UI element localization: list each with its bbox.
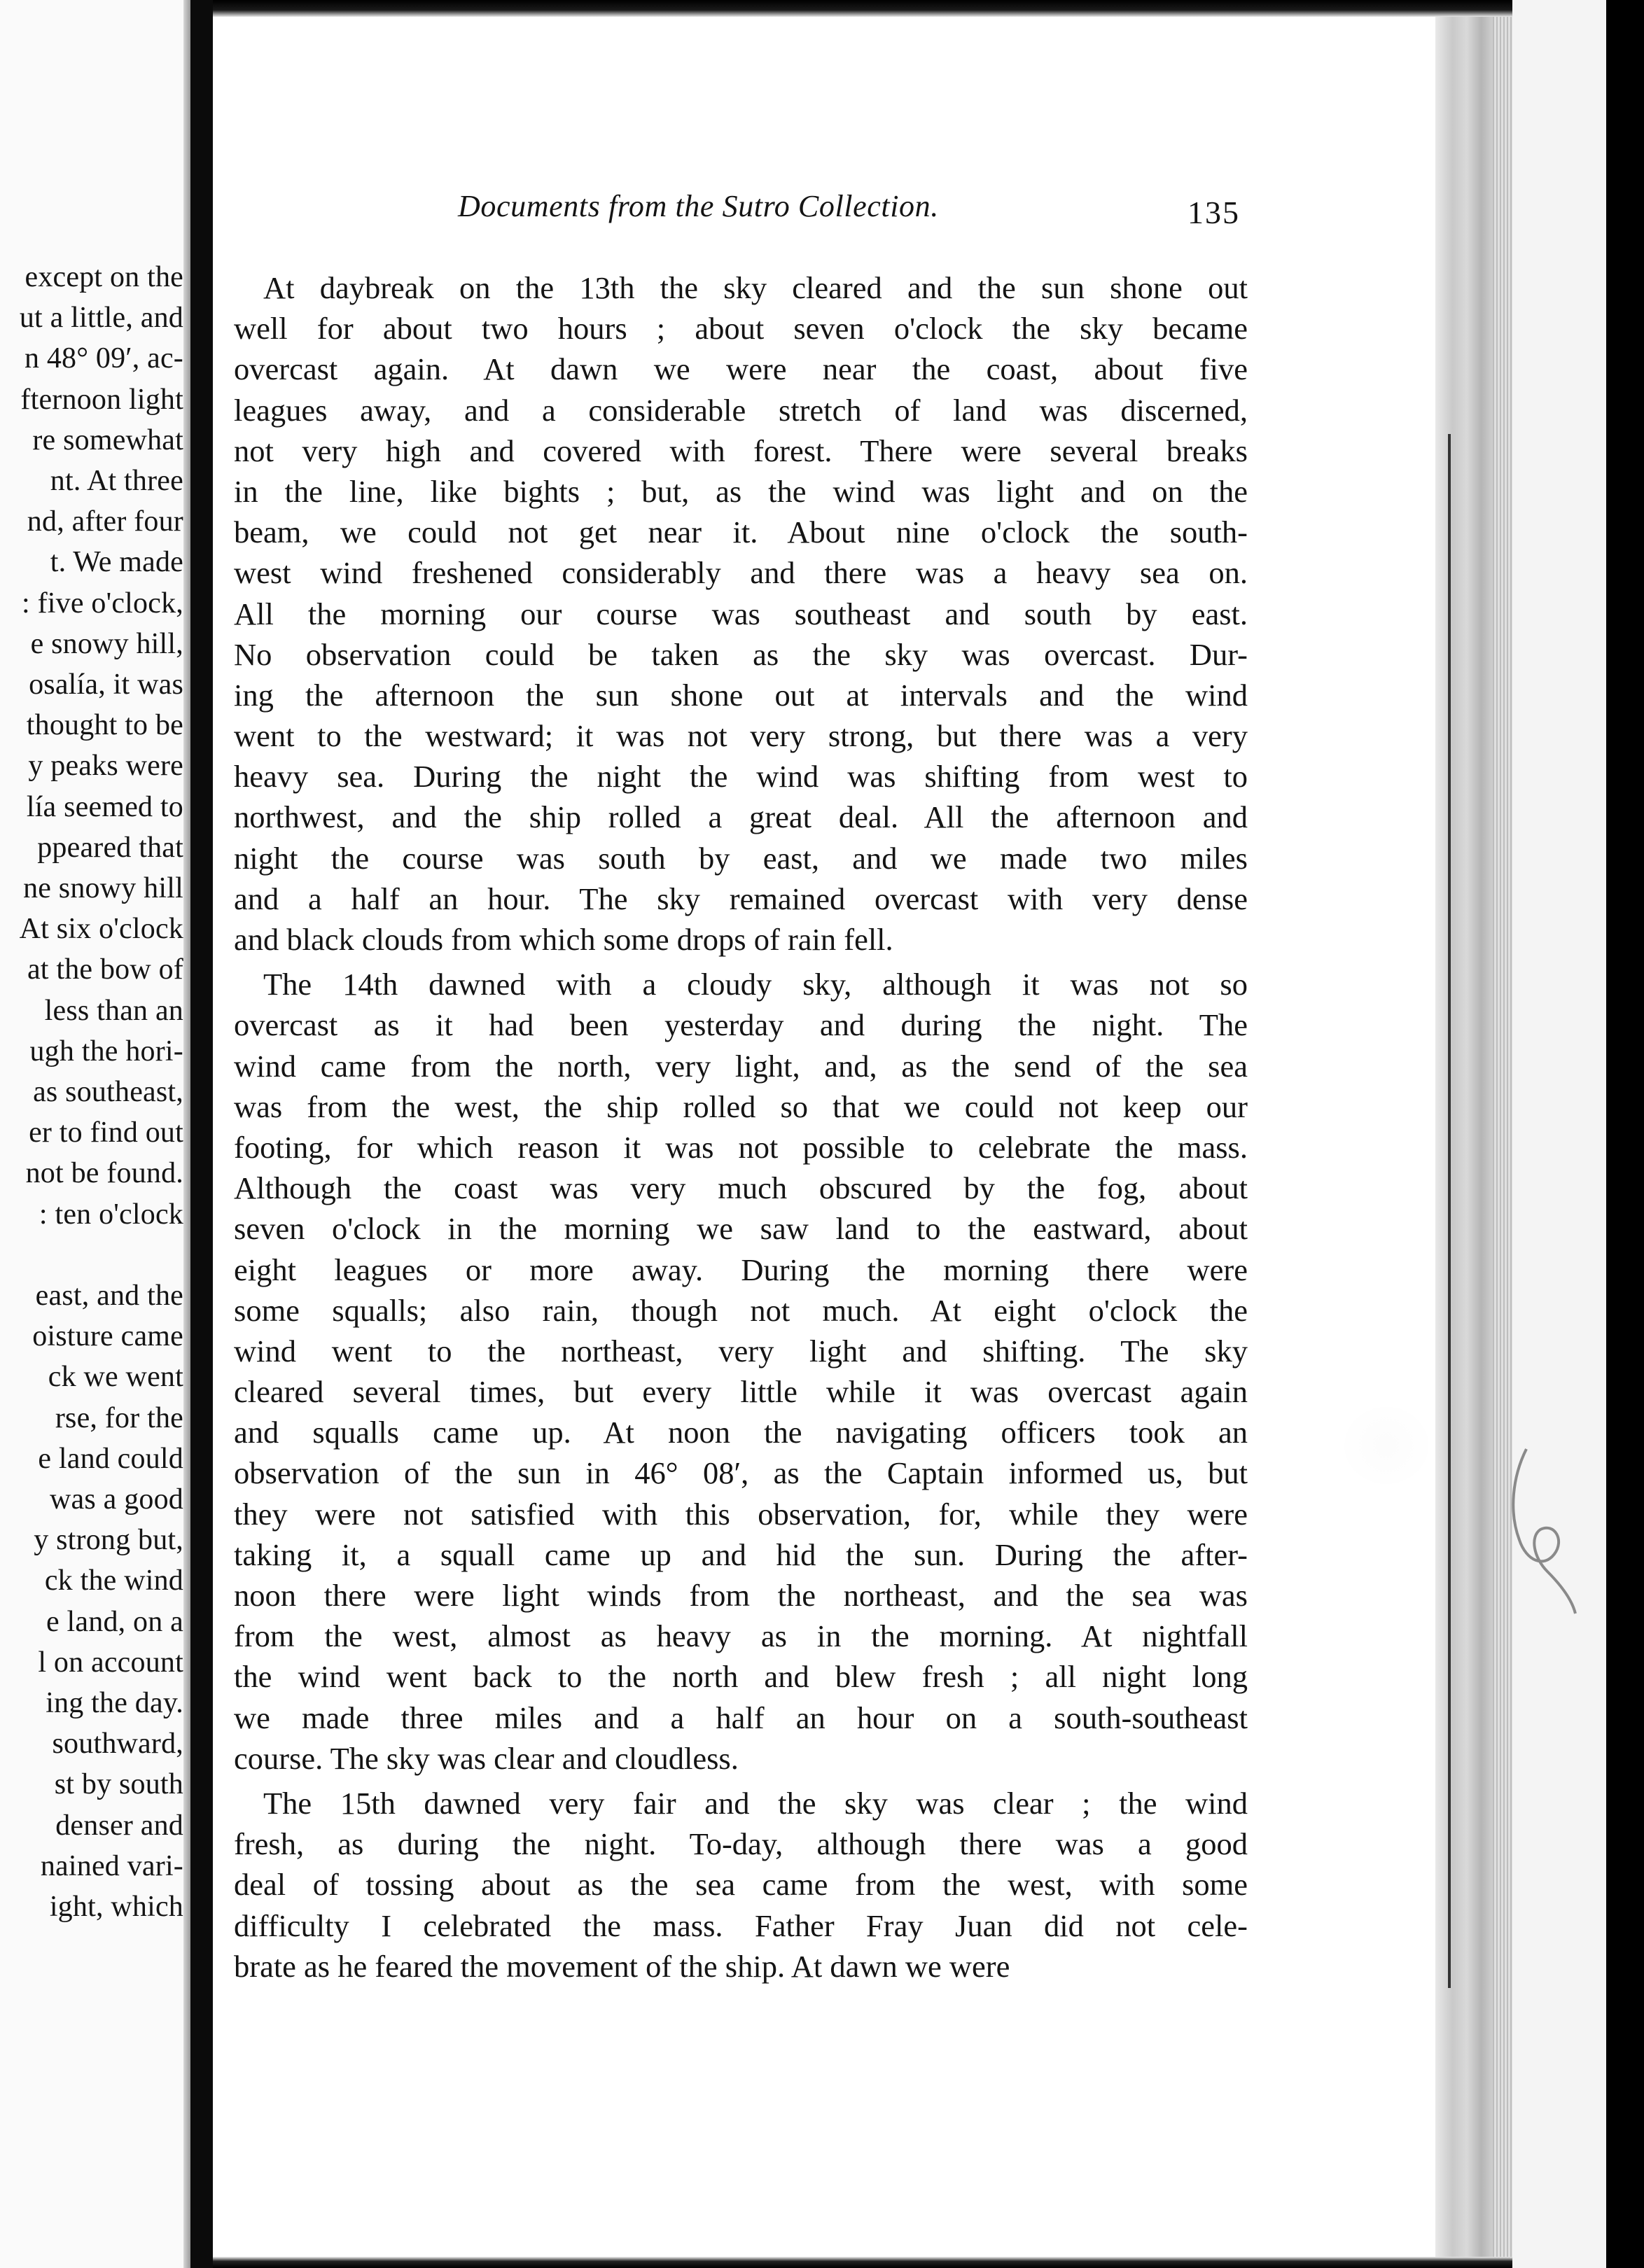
facing-page-line: as southeast, <box>33 1076 183 1108</box>
text-line: cleared several times, but every little while it was overcast again <box>234 1374 1248 1410</box>
page-number: 135 <box>1187 195 1240 230</box>
text-line: noon there were light winds from the northeast, and the sea was <box>234 1578 1248 1613</box>
text-line: course. The sky was clear and cloudless. <box>234 1740 739 1776</box>
text-line: and a half an hour. The sky remained overcast with very dense <box>234 881 1248 916</box>
facing-page-line: thought to be <box>26 709 183 742</box>
facing-page-line: nained vari- <box>40 1849 183 1882</box>
facing-page-line: fternoon light <box>20 383 183 416</box>
facing-page-line: ing the day. <box>46 1687 183 1719</box>
text-line: well for about two hours ; about seven o'clock the sky became <box>234 311 1248 346</box>
text-line: beam, we could not get near it. About nine o'clock the south- <box>234 514 1248 550</box>
text-line: wind went to the northeast, very light and shifting. The sky <box>234 1333 1248 1368</box>
text-line: taking it, a squall came up and hid the sun. During the after- <box>234 1536 1248 1572</box>
facing-page-line: ck the wind <box>44 1564 183 1597</box>
text-line: seven o'clock in the morning we saw land to the eastward, about <box>234 1211 1248 1247</box>
facing-page-line: oisture came <box>32 1320 183 1353</box>
text-line: footing, for which reason it was not possible to celebrate the mass. <box>234 1129 1248 1165</box>
text-line: night the course was south by east, and we made two miles <box>234 840 1248 876</box>
text-line: we made three miles and a half an hour on a south-southeast <box>234 1700 1248 1735</box>
pencil-scrawl-mark <box>1505 1435 1582 1617</box>
facing-page-line: e land, on a <box>46 1605 183 1638</box>
page-block-edge <box>1435 17 1493 2257</box>
text-line: in the line, like bights ; but, as the wind was light and on the <box>234 473 1248 509</box>
facing-page-line: was a good <box>50 1483 183 1516</box>
facing-page-line: lía seemed to <box>26 790 183 823</box>
facing-page-line: ugh the hori- <box>29 1035 183 1068</box>
facing-page-line: at the bow of <box>27 953 183 986</box>
text-line: brate as he feared the movement of the ship. At dawn we were <box>234 1948 1010 1984</box>
facing-page-line: y peaks were <box>28 750 183 783</box>
facing-page-line: l on account <box>38 1646 183 1679</box>
gutter-shadow <box>183 0 190 2268</box>
facing-page-line: rse, for the <box>55 1401 183 1434</box>
facing-page-line: : ten o'clock <box>39 1198 183 1231</box>
text-line: The 15th dawned very fair and the sky was clear ; the wind <box>263 1785 1248 1821</box>
text-line: and black clouds from which some drops of rain fell. <box>234 922 893 957</box>
text-line: heavy sea. During the night the wind was shifting from west to <box>234 759 1248 794</box>
facing-page-line: ight, which <box>49 1891 183 1923</box>
text-line: they were not satisfied with this observation, for, while they were <box>234 1496 1248 1532</box>
text-line: deal of tossing about as the sea came from the west, with some <box>234 1867 1248 1903</box>
facing-page-line: ne snowy hill <box>23 872 183 904</box>
text-line: overcast again. At dawn we were near the coast, about five <box>234 351 1248 387</box>
text-line: west wind freshened considerably and there was a heavy sea on. <box>234 555 1248 591</box>
main-page <box>213 17 1435 2257</box>
text-line: went to the westward; it was not very strong, but there was a very <box>234 718 1248 754</box>
text-line: No observation could be taken as the sky was overcast. Dur- <box>234 636 1248 672</box>
outer-margin <box>1512 0 1606 2268</box>
text-line: overcast as it had been yesterday and during the night. The <box>234 1007 1248 1043</box>
page-block-line <box>1448 434 1451 1988</box>
facing-page-line: except on the <box>25 261 183 293</box>
facing-page-line: er to find out <box>29 1116 183 1149</box>
facing-page-line: e land could <box>38 1442 183 1475</box>
facing-page-line: ppeared that <box>37 831 183 864</box>
paragraph <box>234 964 1248 1779</box>
facing-page-line: t. We made <box>50 546 183 579</box>
paragraph <box>234 1783 1248 1987</box>
text-line: At daybreak on the 13th the sky cleared and the sun shone out <box>263 270 1248 305</box>
facing-page-line: y strong but, <box>34 1524 183 1557</box>
facing-page-line: n 48° 09′, ac- <box>24 342 183 375</box>
paragraph <box>234 267 1248 960</box>
stacked-page-edges <box>1493 17 1512 2257</box>
facing-page-line: st by south <box>54 1768 183 1801</box>
facing-page-line: : five o'clock, <box>22 587 183 620</box>
facing-page-line: e snowy hill, <box>30 627 183 660</box>
text-line: difficulty I celebrated the mass. Father Fray Juan did not cele- <box>234 1907 1248 1943</box>
facing-page-line: osalía, it was <box>29 668 183 701</box>
paper-blemish <box>252 108 280 143</box>
running-head <box>213 188 1435 230</box>
bottom-page-edge <box>213 2257 1606 2268</box>
facing-page-line: ck we went <box>48 1361 183 1394</box>
scan-border <box>1606 0 1644 2268</box>
text-line: observation of the sun in 46° 08′, as the Captain informed us, but <box>234 1455 1248 1491</box>
facing-page-line: ut a little, and <box>19 302 183 335</box>
text-line: the wind went back to the north and blew fresh ; all night long <box>234 1659 1248 1695</box>
text-line: fresh, as during the night. To-day, although there was a good <box>234 1826 1248 1862</box>
facing-page-line: denser and <box>55 1809 183 1842</box>
body-text <box>234 267 1248 1987</box>
book-spine <box>190 0 213 2268</box>
facing-page-line: east, and the <box>35 1280 183 1312</box>
facing-page-line: not be found. <box>25 1157 183 1190</box>
text-line: The 14th dawned with a cloudy sky, although it was not so <box>263 967 1248 1002</box>
facing-page-line: less than an <box>44 994 183 1027</box>
facing-page-line: At six o'clock <box>19 913 183 946</box>
text-line: not very high and covered with forest. There were several breaks <box>234 433 1248 468</box>
text-line: Although the coast was very much obscured by the fog, about <box>234 1170 1248 1206</box>
text-line: eight leagues or more away. During the morning there were <box>234 1252 1248 1287</box>
facing-page-line: nt. At three <box>50 465 183 497</box>
text-line: was from the west, the ship rolled so that we could not keep our <box>234 1088 1248 1124</box>
paper-blemish <box>1344 1407 1428 1484</box>
text-line: wind came from the north, very light, and, as the send of the sea <box>234 1048 1248 1084</box>
running-head-title: Documents from the Sutro Collection. <box>458 189 939 223</box>
text-line: leagues away, and a considerable stretch of land was discerned, <box>234 392 1248 428</box>
text-line: All the morning our course was southeast and south by east. <box>234 596 1248 631</box>
text-line: and squalls came up. At noon the navigating officers took an <box>234 1415 1248 1450</box>
text-line: ing the afternoon the sun shone out at intervals and the wind <box>234 677 1248 713</box>
facing-page-line: nd, after four <box>27 505 183 538</box>
text-line: some squalls; also rain, though not much. At eight o'clock the <box>234 1292 1248 1328</box>
text-line: northwest, and the ship rolled a great deal. All the afternoon and <box>234 799 1248 835</box>
facing-page <box>0 0 190 2268</box>
facing-page-line: southward, <box>52 1728 183 1760</box>
text-line: from the west, almost as heavy as in the morning. At nightfall <box>234 1618 1248 1654</box>
top-page-edge <box>213 0 1606 17</box>
facing-page-line: re somewhat <box>32 424 183 456</box>
